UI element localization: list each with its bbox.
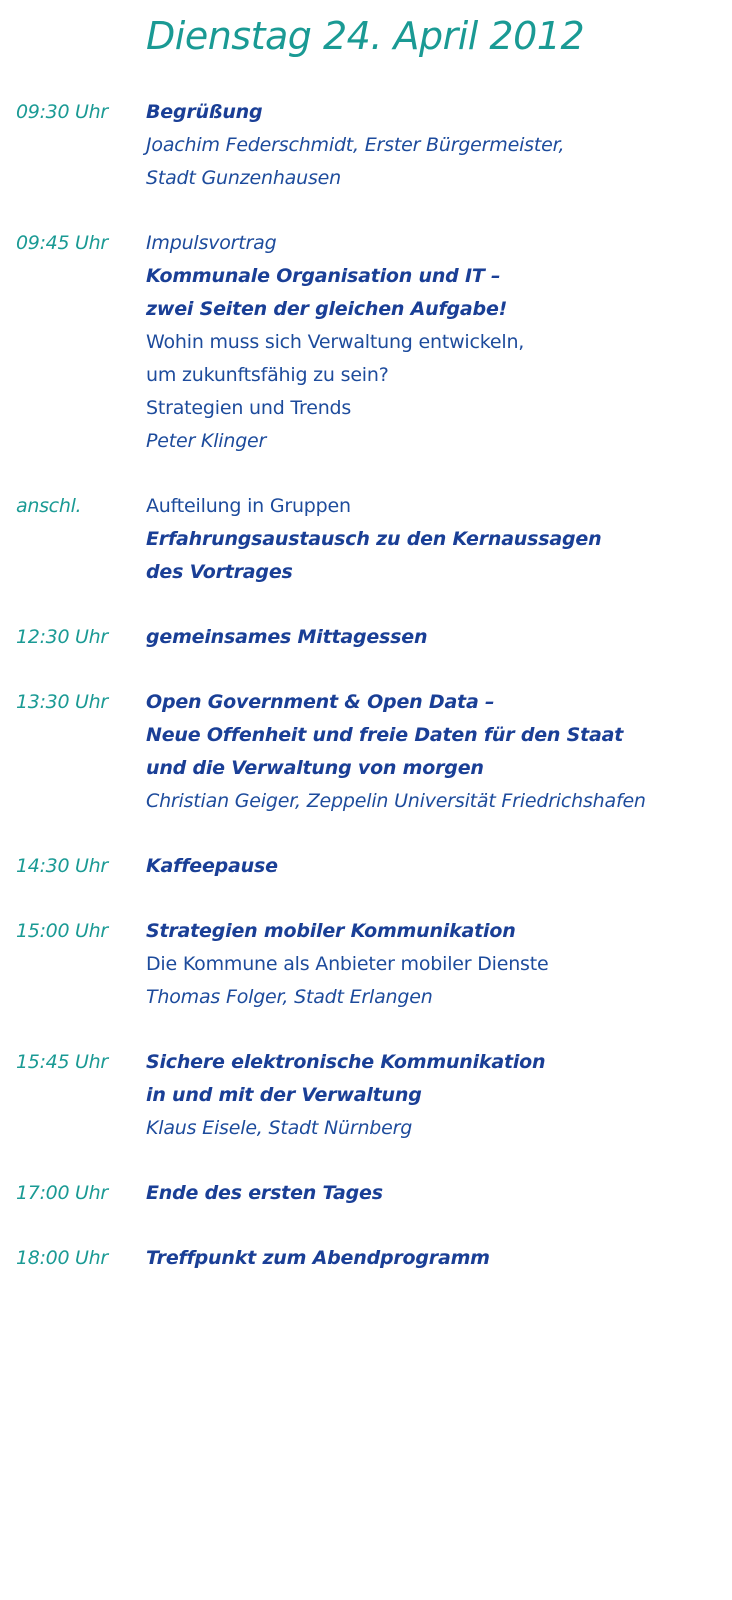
agenda-time: 18:00 Uhr [16, 1247, 108, 1269]
agenda-description: Wohin muss sich Verwaltung entwickeln, [146, 331, 525, 353]
agenda-item-impulsvortrag [0, 227, 732, 458]
agenda-speaker: Christian Geiger, Zeppelin Universität Friedrichshafen [146, 790, 646, 812]
agenda-title: in und mit der Verwaltung [146, 1084, 422, 1106]
agenda-item-sichere-kommunikation [0, 1046, 732, 1145]
agenda-description: um zukunftsfähig zu sein? [146, 364, 389, 386]
agenda-item-mittagessen [0, 621, 732, 654]
agenda-content [146, 227, 732, 458]
agenda-content [146, 1046, 732, 1145]
agenda-time: 12:30 Uhr [16, 626, 108, 648]
agenda-title: gemeinsames Mittagessen [146, 626, 428, 648]
agenda-description: Die Kommune als Anbieter mobiler Dienste [146, 953, 549, 975]
agenda-item-mobile-kommunikation [0, 915, 732, 1014]
agenda-title: Begrüßung [146, 101, 263, 123]
agenda-title: Erfahrungsaustausch zu den Kernaussagen [146, 528, 602, 550]
agenda-title: und die Verwaltung von morgen [146, 757, 484, 779]
agenda-title: Open Government & Open Data – [146, 691, 495, 713]
agenda-item-open-government [0, 686, 732, 818]
agenda-time: anschl. [16, 495, 82, 517]
agenda-content [146, 621, 732, 654]
agenda-time: 09:45 Uhr [16, 232, 108, 254]
agenda-time: 15:45 Uhr [16, 1051, 108, 1073]
agenda-speaker: Stadt Gunzenhausen [146, 167, 341, 189]
agenda-title: Sichere elektronische Kommunikation [146, 1051, 546, 1073]
agenda-description: Aufteilung in Gruppen [146, 495, 351, 517]
agenda-title: Neue Offenheit und freie Daten für den Staat [146, 724, 624, 746]
agenda-content [146, 1177, 732, 1210]
agenda-time: 13:30 Uhr [16, 691, 108, 713]
agenda-title: Kaffeepause [146, 855, 278, 877]
agenda-time: 17:00 Uhr [16, 1182, 108, 1204]
agenda-speaker: Peter Klinger [146, 430, 267, 452]
agenda-description: Strategien und Trends [146, 397, 352, 419]
agenda-item-abendprogramm [0, 1242, 732, 1275]
agenda-item-kaffeepause [0, 850, 732, 883]
agenda-title: Strategien mobiler Kommunikation [146, 920, 516, 942]
agenda-speaker: Joachim Federschmidt, Erster Bürgermeister, [146, 134, 565, 156]
agenda-title: Treffpunkt zum Abendprogramm [146, 1247, 490, 1269]
agenda-content [146, 96, 732, 195]
agenda-title: Ende des ersten Tages [146, 1182, 383, 1204]
agenda-item-begruessung [0, 96, 732, 195]
agenda-content [146, 1242, 732, 1275]
agenda-content [146, 490, 732, 589]
agenda-content [146, 915, 732, 1014]
agenda-time: 09:30 Uhr [16, 101, 108, 123]
agenda-item-tagesende [0, 1177, 732, 1210]
agenda-title: des Vortrages [146, 561, 293, 583]
agenda-intro: Impulsvortrag [146, 232, 277, 254]
agenda-time: 15:00 Uhr [16, 920, 108, 942]
agenda-speaker: Klaus Eisele, Stadt Nürnberg [146, 1117, 413, 1139]
agenda-content [146, 686, 732, 818]
agenda-speaker: Thomas Folger, Stadt Erlangen [146, 986, 433, 1008]
day-title: Dienstag 24. April 2012 [146, 14, 585, 58]
agenda-title: Kommunale Organisation und IT – [146, 265, 501, 287]
agenda-list [0, 96, 732, 1307]
agenda-content [146, 850, 732, 883]
agenda-title: zwei Seiten der gleichen Aufgabe! [146, 298, 508, 320]
agenda-item-gruppen [0, 490, 732, 589]
agenda-time: 14:30 Uhr [16, 855, 108, 877]
